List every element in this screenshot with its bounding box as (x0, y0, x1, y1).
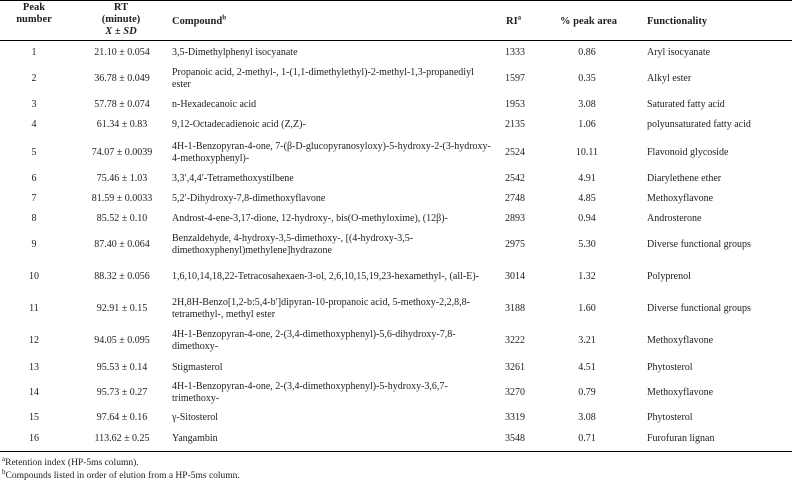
functionality-text: Alkyl ester (647, 73, 692, 84)
peak-number-text: 7 (31, 193, 37, 204)
peak-area-text: 0.79 (578, 387, 596, 398)
retention-time-cell (86, 233, 158, 257)
retention-index-cell (500, 212, 530, 226)
table-top-rule (0, 0, 792, 1)
retention-index-cell (500, 172, 530, 186)
header-compound-label: Compound (172, 16, 223, 27)
peak-area-cell (560, 98, 614, 112)
functionality-text: Methoxyflavone (647, 335, 714, 346)
header-peak-line2: number (16, 14, 52, 25)
peak-number-cell (14, 46, 54, 60)
compound-name-cell (172, 329, 492, 353)
peak-number-cell (14, 212, 54, 226)
footnote-b (2, 467, 240, 482)
header-peak-line1: Peak (22, 2, 46, 13)
table-row (0, 265, 792, 289)
retention-time-text: 75.46 ± 1.03 (96, 173, 148, 184)
functionality-cell (647, 141, 792, 165)
compound-name-text: 1,6,10,14,18,22-Tetracosahexaen-3-ol, 2,6,10,15,19,23-hexamethyl-, (all-E)- (172, 271, 479, 282)
peak-number-cell (14, 141, 54, 165)
table-row (0, 329, 792, 353)
retention-index-cell (500, 233, 530, 257)
table-row (0, 46, 792, 60)
compound-name-text: 3,3′,4,4′-Tetramethoxystilbene (172, 173, 294, 184)
retention-index-cell (500, 265, 530, 289)
retention-index-cell (500, 381, 530, 405)
peak-number-cell (14, 411, 54, 425)
compound-name-text: 3,5-Dimethylphenyl isocyanate (172, 47, 298, 58)
retention-index-cell (500, 361, 530, 375)
retention-time-text: 97.64 ± 0.16 (96, 412, 148, 423)
retention-time-cell (86, 172, 158, 186)
retention-index-cell (500, 431, 530, 447)
retention-time-cell (86, 361, 158, 375)
retention-index-text: 3188 (505, 303, 525, 314)
functionality-cell (647, 46, 792, 60)
peak-area-text: 5.30 (578, 239, 596, 250)
retention-time-text: 95.53 ± 0.14 (96, 362, 148, 373)
peak-number-cell (14, 265, 54, 289)
compound-name-text: 5,2′-Dihydroxy-7,8-dimethoxyflavone (172, 193, 326, 204)
peak-number-text: 1 (31, 47, 37, 58)
functionality-cell (647, 233, 792, 257)
compound-name-text: Propanoic acid, 2-methyl-, 1-(1,1-dimethylethyl)-2-methyl-1,3-propanediyl ester (172, 67, 474, 90)
retention-index-cell (500, 67, 530, 91)
peak-number-text: 2 (31, 73, 37, 84)
compound-name-text: n-Hexadecanoic acid (172, 99, 257, 110)
retention-time-cell (86, 381, 158, 405)
retention-time-cell (86, 192, 158, 206)
retention-index-text: 2893 (505, 213, 525, 224)
header-rt-line2: (minute) (101, 14, 141, 25)
header-peak-area (560, 16, 617, 28)
peak-area-text: 0.86 (578, 47, 596, 58)
retention-index-text: 3548 (505, 433, 525, 444)
peak-area-cell (560, 46, 614, 60)
table-row (0, 431, 792, 447)
compound-name-text: γ-Sitosterol (172, 412, 219, 423)
peak-number-text: 14 (29, 387, 39, 398)
compound-name-cell (172, 361, 492, 375)
peak-area-cell (560, 117, 614, 133)
peak-area-cell (560, 212, 614, 226)
header-peak-number (14, 2, 54, 26)
functionality-cell (647, 172, 792, 186)
peak-area-text: 0.94 (578, 213, 596, 224)
compound-name-text: 4H-1-Benzopyran-4-one, 7-(β-D-glucopyranosyloxy)-5-hydroxy-2-(3-hydroxy-4-methoxyphenyl)- (172, 141, 491, 164)
retention-time-cell (86, 431, 158, 447)
compound-name-cell (172, 192, 492, 206)
functionality-text: Polyprenol (647, 271, 691, 282)
functionality-text: Methoxyflavone (647, 387, 714, 398)
retention-index-text: 2748 (505, 193, 525, 204)
peak-number-cell (14, 381, 54, 405)
peak-number-cell (14, 67, 54, 91)
header-functionality-label: Functionality (647, 16, 708, 27)
peak-area-cell (560, 431, 614, 447)
compound-name-text: 4H-1-Benzopyran-4-one, 2-(3,4-dimethoxyphenyl)-5,6-dihydroxy-7,8-dimethoxy- (172, 329, 456, 352)
retention-time-cell (86, 297, 158, 321)
retention-index-cell (500, 297, 530, 321)
functionality-text: Diverse functional groups (647, 239, 751, 250)
retention-time-text: 85.52 ± 0.10 (96, 213, 148, 224)
table-row (0, 192, 792, 206)
peak-area-cell (560, 361, 614, 375)
retention-time-text: 61.34 ± 0.83 (96, 119, 148, 130)
functionality-cell (647, 117, 792, 133)
peak-number-cell (14, 172, 54, 186)
retention-time-cell (86, 265, 158, 289)
peak-number-cell (14, 361, 54, 375)
retention-time-text: 74.07 ± 0.0039 (91, 147, 153, 158)
retention-time-cell (86, 329, 158, 353)
peak-area-text: 4.91 (578, 173, 596, 184)
functionality-text: Diarylethene ether (647, 173, 722, 184)
retention-index-cell (500, 411, 530, 425)
retention-index-cell (500, 192, 530, 206)
functionality-cell (647, 297, 792, 321)
retention-index-text: 1333 (505, 47, 525, 58)
retention-index-cell (500, 329, 530, 353)
compound-name-text: Yangambin (172, 433, 218, 444)
retention-time-cell (86, 67, 158, 91)
peak-number-text: 8 (31, 213, 37, 224)
compound-name-cell (172, 172, 492, 186)
peak-number-text: 6 (31, 173, 37, 184)
peak-number-text: 13 (29, 362, 39, 373)
compound-name-cell (172, 212, 492, 226)
functionality-text: Methoxyflavone (647, 193, 714, 204)
compound-name-text: 4H-1-Benzopyran-4-one, 2-(3,4-dimethoxyphenyl)-5-hydroxy-3,6,7-trimethoxy- (172, 381, 448, 404)
table-row (0, 117, 792, 133)
peak-area-text: 1.32 (578, 271, 596, 282)
functionality-cell (647, 98, 792, 112)
compound-name-cell (172, 381, 492, 405)
retention-index-cell (500, 98, 530, 112)
peak-area-text: 3.21 (578, 335, 596, 346)
compound-name-cell (172, 411, 492, 425)
footnote-a (2, 454, 139, 469)
peak-area-text: 1.06 (578, 119, 596, 130)
compound-name-cell (172, 265, 492, 289)
header-area-label: % peak area (560, 16, 617, 27)
peak-number-cell (14, 117, 54, 133)
peak-number-text: 9 (31, 239, 37, 250)
peak-area-cell (560, 297, 614, 321)
footnote-a-text: Retention index (HP-5ms column). (5, 458, 139, 468)
header-compound (172, 13, 227, 28)
table-row (0, 233, 792, 257)
compound-name-cell (172, 141, 492, 165)
footnote-a-mark: a (2, 454, 6, 463)
retention-time-cell (86, 411, 158, 425)
functionality-cell (647, 192, 792, 206)
retention-index-text: 2975 (505, 239, 525, 250)
functionality-cell (647, 381, 792, 405)
peak-number-text: 10 (29, 271, 39, 282)
table-header-rule (0, 40, 792, 41)
retention-time-cell (86, 98, 158, 112)
retention-time-text: 94.05 ± 0.095 (94, 335, 150, 346)
compound-name-cell (172, 98, 492, 112)
peak-number-text: 3 (31, 99, 37, 110)
retention-time-text: 113.62 ± 0.25 (94, 433, 150, 444)
peak-area-text: 1.60 (578, 303, 596, 314)
retention-index-text: 3222 (505, 335, 525, 346)
header-compound-footnote-mark: b (222, 13, 227, 22)
retention-time-text: 87.40 ± 0.064 (94, 239, 150, 250)
header-functionality (647, 16, 707, 28)
compound-name-cell (172, 431, 492, 447)
peak-number-cell (14, 98, 54, 112)
compound-name-cell (172, 233, 492, 257)
table-row (0, 212, 792, 226)
functionality-text: Saturated fatty acid (647, 99, 725, 110)
functionality-cell (647, 265, 792, 289)
retention-index-text: 3270 (505, 387, 525, 398)
header-rt-mean-sd: X ± SD (105, 26, 137, 37)
retention-time-text: 95.73 ± 0.27 (96, 387, 148, 398)
peak-area-cell (560, 265, 614, 289)
functionality-cell (647, 329, 792, 353)
peak-area-text: 0.71 (578, 433, 596, 444)
peak-area-text: 4.51 (578, 362, 596, 373)
functionality-cell (647, 431, 792, 447)
functionality-text: polyunsaturated fatty acid (647, 119, 751, 130)
retention-index-text: 3014 (505, 271, 525, 282)
compound-name-text: 9,12-Octadecadienoic acid (Z,Z)- (172, 119, 306, 130)
footnote-b-text: Compounds listed in order of elution from a HP-5ms column. (5, 471, 240, 481)
functionality-cell (647, 411, 792, 425)
compound-name-text: 2H,8H-Benzo[1,2-b:5,4-b′]dipyran-10-propanoic acid, 5-methoxy-2,2,8,8-tetramethyl-, methyl ester (172, 297, 470, 320)
peak-number-cell (14, 329, 54, 353)
retention-index-text: 1953 (505, 99, 525, 110)
compound-name-cell (172, 117, 492, 133)
peak-area-cell (560, 141, 614, 165)
functionality-text: Diverse functional groups (647, 303, 751, 314)
header-ri-label: RI (506, 16, 518, 27)
footnote-b-mark: b (2, 467, 6, 476)
retention-time-cell (86, 117, 158, 133)
peak-number-text: 12 (29, 335, 39, 346)
peak-area-cell (560, 233, 614, 257)
peak-area-text: 4.85 (578, 193, 596, 204)
table-bottom-rule (0, 451, 792, 452)
table-row (0, 297, 792, 321)
peak-area-cell (560, 172, 614, 186)
header-rt-line3 (88, 26, 154, 38)
peak-number-text: 4 (31, 119, 37, 130)
functionality-cell (647, 212, 792, 226)
peak-area-cell (560, 329, 614, 353)
functionality-text: Aryl isocyanate (647, 47, 711, 58)
compound-name-cell (172, 67, 492, 91)
compound-name-cell (172, 46, 492, 60)
header-rt-line1: RT (113, 2, 129, 13)
compound-name-text: Benzaldehyde, 4-hydroxy-3,5-dimethoxy-, [(4-hydroxy-3,5-dimethoxyphenyl)methylene]hydrazone (172, 233, 414, 256)
retention-time-text: 81.59 ± 0.0033 (91, 193, 153, 204)
peak-number-cell (14, 233, 54, 257)
table-row (0, 98, 792, 112)
retention-index-text: 2524 (505, 147, 525, 158)
compound-name-cell (172, 297, 492, 321)
functionality-cell (647, 67, 792, 91)
retention-index-text: 3319 (505, 412, 525, 423)
table-row (0, 172, 792, 186)
peak-number-text: 16 (29, 433, 39, 444)
retention-time-cell (86, 141, 158, 165)
header-retention-time (88, 2, 154, 38)
retention-time-text: 36.78 ± 0.049 (94, 73, 150, 84)
functionality-text: Flavonoid glycoside (647, 147, 729, 158)
retention-time-text: 92.91 ± 0.15 (96, 303, 148, 314)
peak-number-text: 5 (31, 147, 37, 158)
retention-time-cell (86, 46, 158, 60)
peak-area-text: 10.11 (575, 147, 599, 158)
peak-number-text: 11 (29, 303, 39, 314)
peak-number-cell (14, 297, 54, 321)
functionality-text: Androsterone (647, 213, 702, 224)
functionality-text: Phytosterol (647, 362, 693, 373)
retention-index-text: 2542 (505, 173, 525, 184)
retention-index-text: 2135 (505, 119, 525, 130)
peak-area-text: 0.35 (578, 73, 596, 84)
table-row (0, 381, 792, 405)
header-retention-index (506, 13, 522, 28)
retention-time-text: 88.32 ± 0.056 (94, 271, 150, 282)
peak-area-cell (560, 192, 614, 206)
retention-index-cell (500, 117, 530, 133)
peak-area-text: 3.08 (578, 412, 596, 423)
compound-name-text: Stigmasterol (172, 362, 223, 373)
table-row (0, 361, 792, 375)
retention-time-cell (86, 212, 158, 226)
header-ri-footnote-mark: a (517, 13, 522, 22)
retention-time-text: 21.10 ± 0.054 (94, 47, 150, 58)
table-row (0, 411, 792, 425)
peak-area-cell (560, 381, 614, 405)
functionality-text: Phytosterol (647, 412, 693, 423)
functionality-cell (647, 361, 792, 375)
peak-number-cell (14, 192, 54, 206)
compound-name-text: Androst-4-ene-3,17-dione, 12-hydroxy-, bis(O-methyloxime), (12β)- (172, 213, 448, 224)
peak-number-text: 15 (29, 412, 39, 423)
table-row (0, 141, 792, 165)
retention-index-cell (500, 46, 530, 60)
retention-index-cell (500, 141, 530, 165)
retention-index-text: 1597 (505, 73, 525, 84)
functionality-text: Furofuran lignan (647, 433, 715, 444)
peak-area-text: 3.08 (578, 99, 596, 110)
peak-area-cell (560, 67, 614, 91)
table-row (0, 67, 792, 91)
peak-number-cell (14, 431, 54, 447)
retention-time-text: 57.78 ± 0.074 (94, 99, 150, 110)
retention-index-text: 3261 (505, 362, 525, 373)
peak-area-cell (560, 411, 614, 425)
